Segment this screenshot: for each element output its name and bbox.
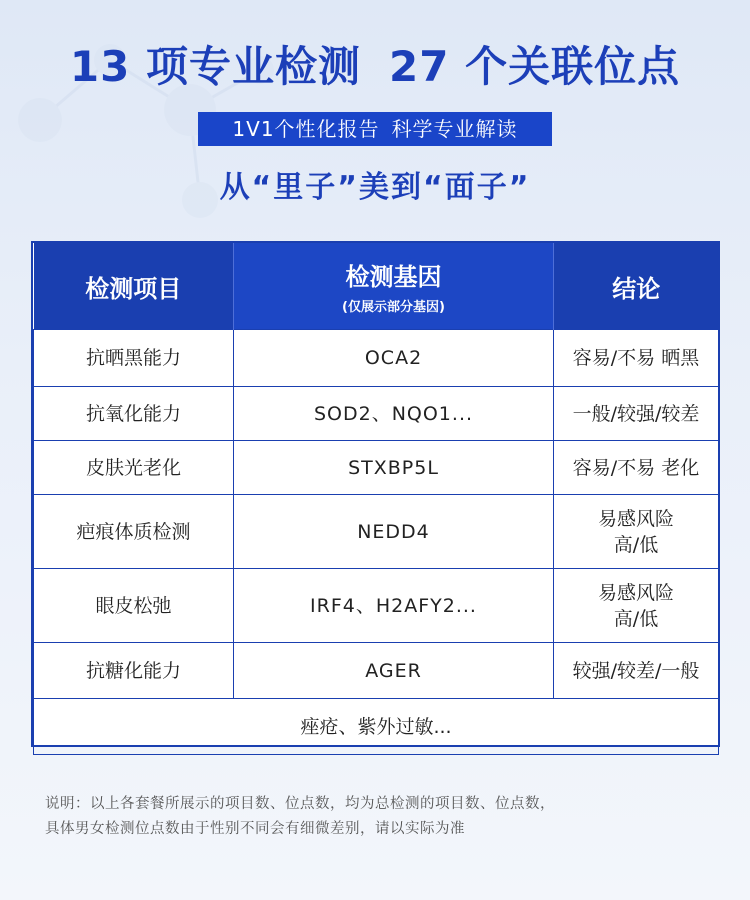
table-footer-row xyxy=(34,699,719,755)
column-header-item xyxy=(34,243,234,330)
cell-gene: OCA2 xyxy=(234,330,554,387)
cell-gene: SOD2、NQO1... xyxy=(234,387,554,441)
table-row xyxy=(34,495,719,569)
disclaimer-line: 说明：以上各套餐所展示的项目数、位点数，均为总检测的项目数、位点数， xyxy=(45,796,555,812)
cell-gene: STXBP5L xyxy=(234,441,554,495)
column-header-gene xyxy=(234,243,554,330)
cell-gene: AGER xyxy=(234,643,554,699)
column-header-label: 检测基因 xyxy=(345,263,442,291)
report-banner xyxy=(198,112,552,146)
table-row xyxy=(34,387,719,441)
title-part-1: 13 项专业检测 xyxy=(69,42,361,91)
cell-item: 皮肤光老化 xyxy=(34,441,234,495)
disclaimer-note xyxy=(45,792,725,842)
cell-gene: NEDD4 xyxy=(234,495,554,569)
cell-item: 疤痕体质检测 xyxy=(34,495,234,569)
banner-part-1: 1V1个性化报告 xyxy=(232,117,380,141)
cell-conclusion xyxy=(554,495,719,569)
column-header-sublabel: (仅展示部分基因) xyxy=(342,300,445,315)
table-row xyxy=(34,330,719,387)
cell-conclusion: 一般/较强/较差 xyxy=(554,387,719,441)
page-title xyxy=(0,34,750,94)
cell-item: 抗糖化能力 xyxy=(34,643,234,699)
conclusion-line: 易感风险 xyxy=(597,507,674,530)
cell-conclusion xyxy=(554,569,719,643)
table-header-row xyxy=(34,243,719,330)
column-header-conclusion xyxy=(554,243,719,330)
conclusion-line: 易感风险 xyxy=(597,581,674,604)
cell-item: 抗晒黑能力 xyxy=(34,330,234,387)
title-part-2: 27 个关联位点 xyxy=(389,42,681,91)
table-row xyxy=(34,569,719,643)
column-header-label: 检测项目 xyxy=(85,274,182,303)
tagline: 从“里子”美到“面子” xyxy=(219,170,531,205)
table-row xyxy=(34,441,719,495)
conclusion-line: 高/低 xyxy=(613,607,659,630)
cell-item: 抗氧化能力 xyxy=(34,387,234,441)
banner-part-2: 科学专业解读 xyxy=(391,117,518,141)
cell-gene: IRF4、H2AFY2... xyxy=(234,569,554,643)
cell-conclusion: 容易/不易 老化 xyxy=(554,441,719,495)
cell-conclusion: 较强/较差/一般 xyxy=(554,643,719,699)
cell-item: 眼皮松弛 xyxy=(34,569,234,643)
conclusion-line: 高/低 xyxy=(613,533,659,556)
column-header-label: 结论 xyxy=(612,274,661,303)
cell-conclusion: 容易/不易 晒黑 xyxy=(554,330,719,387)
table-row xyxy=(34,643,719,699)
disclaimer-line: 具体男女检测位点数由于性别不同会有细微差别，请以实际为准 xyxy=(45,821,465,837)
cell-more-items: 痤疮、紫外过敏... xyxy=(34,699,719,755)
detection-table xyxy=(31,241,720,747)
